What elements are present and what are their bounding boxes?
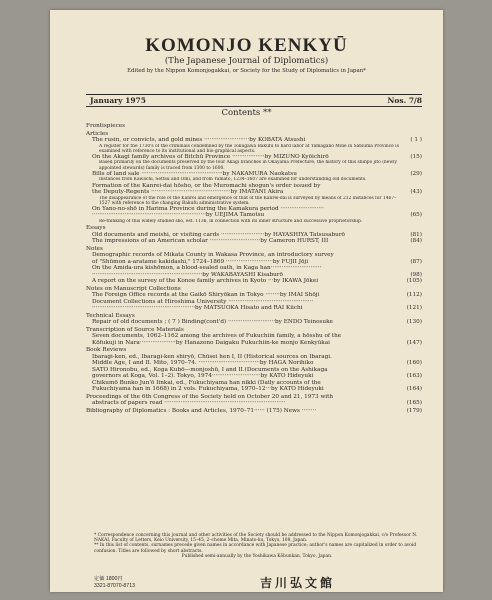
table-of-contents [86, 122, 422, 414]
toc-page-number: (29) [410, 170, 422, 177]
toc-entry [86, 400, 422, 407]
contents-title: Contents ** [221, 108, 272, 118]
toc-text: On Yano-no-shō in Harima Province during the Kamakura period ························ [92, 205, 324, 212]
toc-text: Seven documents, 1062–1162 among the archives of Fukuchiin family, a hōsshu of the [92, 333, 342, 340]
toc-text: On the Amida-ura kishōmon, a blood-sealed oath, in Kaga han···························· [92, 265, 322, 272]
toc-text: A report on the survey of the Konoe family archives in Kyoto ···by IKAWA Jōkei [92, 278, 319, 285]
toc-entry [86, 305, 422, 312]
toc-text: Proceedings of the 6th Congress of the Society held on October 20 and 21, 1973 with [86, 393, 334, 400]
toc-text: Essays [86, 225, 106, 232]
toc-text: Based primarily on the documents preserved by the four Akagi branches in Okayama Prefecture, the history of this shinpo jitō (newly appointed stewards) family is traced from 1300 to 1600. [99, 160, 398, 171]
toc-page-number: (130) [406, 319, 422, 326]
toc-text: the Deputy-Regents ············································by IMATANI Akira [92, 189, 284, 196]
toc-text: On the Akagi family archives of Bitchū Province ··················by MIZUNO Kyōichirō [92, 153, 329, 160]
toc-text: ·······························································by UEJIMA Tamotsu [92, 212, 265, 219]
toc-text: The impressions of an American scholar ····························by Cameron HURST, III [92, 238, 329, 245]
toc-text: Notes [86, 245, 103, 252]
toc-text: Formation of the Kanrei-dai hōsho, or the Muromachi shogun's order issued by [92, 182, 321, 189]
top-rule [86, 94, 422, 95]
masthead [50, 36, 443, 75]
toc-page-number: (121) [406, 305, 422, 312]
toc-page-number: (84) [410, 238, 422, 245]
toc-text: Instances from Kawachi, Settsu and Ōmi, and from Yamato, 1234–1607 are examined for understanding old documents. [99, 177, 367, 183]
toc-text: governors at Koga, Vol. 1–2). Tokyo, 1974···························by KATŌ Hideyuki [92, 373, 314, 380]
toc-text: A register for the 1730's of the criminals condemned by the Tokugawa Bakufu to hard labor at Yamagano Mine in Satsuma Province is examined with reference to its institutional and bio-graphical aspects. [99, 143, 399, 154]
toc-text: ·····························································by WAKABAYASHI Kisaburō [92, 271, 283, 278]
toc-page-number: (15) [410, 153, 422, 160]
toc-text: Re-thinking of this widely studied shō, est. 1136, in connection with its inner structure and successive proprietorship. [99, 218, 363, 224]
toc-entry [86, 238, 422, 245]
issue-date: January 1975 [90, 96, 146, 105]
toc-text: Document Collections at Hiroshima University ··············································· [92, 298, 314, 305]
toc-text: The Foreign Office records at the Gaikō Shiryōkan in Tokyo ········by IMAI Shōji [92, 292, 320, 299]
toc-page-number: (147) [406, 339, 422, 346]
toc-text: The rusin, or convicts, and gold mines ·························by KOBATA Atsushi [92, 137, 306, 143]
toc-text: Middle Age, I and II. Mito, 1970–74. ··································by HAGA Norihiko [92, 360, 314, 367]
toc-text: ·························································by MATSUOKA Hisato and RAI Kiichi [92, 305, 303, 312]
toc-text: The disappearance of the role of the Kanrei and emergence of that of the Kanrei-dai is surveyed by means of 212 instances for 1467–1527 with reference to the changing Bakufu administrative system. [99, 195, 397, 206]
toc-text: Frontispieces [86, 123, 126, 129]
toc-text: Kōfukuji in Nara····················by Hanazono Daigaku Fukuchiin-ke monjo Kenkyūkai [92, 339, 330, 346]
toc-abstract [86, 144, 422, 154]
price: 定価 1800円 [94, 576, 123, 582]
toc-page-number: (43) [410, 189, 422, 196]
toc-text: Old documents and meishi, or visiting cards ························by HAYASHIYA Tatsusaburō [92, 231, 345, 238]
toc-page-number: ( 1 ) [410, 137, 422, 143]
catalog-code: 3321-87070-8713 [94, 583, 135, 589]
toc-text: SATŌ Hironobu, ed., Koga Kubō—monjoshū, I and II.(Documents on the Ashikaga [92, 366, 328, 373]
toc-text: Demographic records of Mikata County in Wakasa Province, an introductory survey [92, 252, 334, 259]
toc-page-number: (163) [406, 373, 422, 380]
toc-text: Fukuchiyama han in 1668) in 2 vols. Fukuchiyama, 1970–12···by KATŌ Hideyuki [92, 386, 324, 393]
publisher-name: 吉川弘文館 [260, 576, 336, 590]
toc-page-number: (179) [406, 407, 422, 414]
toc-abstract [86, 219, 422, 224]
issue-number: Nos. 7/8 [387, 96, 422, 105]
journal-cover [50, 10, 443, 592]
journal-title: KOMONJO KENKYŪ [145, 35, 348, 56]
toc-entry [86, 340, 422, 347]
toc-page-number: (165) [406, 400, 422, 407]
toc-page-number: (164) [406, 386, 422, 393]
toc-text: Technical Essays [86, 312, 135, 319]
footnote: * Correspondence concerning this journal and other activities of the Society should be addressed to the Nippon Komonjogakkai, c/o Professor N. NAKAI, Faculty of Letters, Keio University, 15–45, 2–chome Mita, Minato-ku, Tokyo, 108, Japan. [94, 533, 418, 544]
toc-page-number: (105) [406, 278, 422, 285]
toc-text: Articles [86, 130, 109, 137]
toc-entry [86, 278, 422, 285]
price-block [94, 576, 135, 590]
toc-entry [86, 386, 422, 393]
toc-page-number: (160) [406, 360, 422, 367]
toc-text: Bibliography of Diplomatics : Books and Articles, 1970–71······ (175) News ········ [86, 407, 317, 414]
toc-text: Bills of land sale ·············································by NAKAMURA Naokatsu [92, 170, 297, 177]
toc-abstract [86, 160, 422, 170]
toc-section-heading [86, 408, 422, 415]
toc-section-heading [86, 123, 422, 130]
toc-text: Ibaragi-ken, ed., Ibaragi-ken shiryō, Chūsei hen I, II (Historical sources on Ibaragi. [92, 353, 332, 360]
toc-text: abstracts of papers read ··································································· [92, 400, 286, 407]
toc-text: Repair of old documents ; ( 7 ) Binding(cont'd) ··························by ENDŌ Teinosuke [92, 319, 333, 326]
footnote: ** In this list of contents, surnames precede given names in accordance with Japanese practice; author's names are capitalized in order to avoid confusion. Titles are followed by short abstracts. [94, 543, 417, 554]
journal-subtitle: (The Japanese Journal of Diplomatics) [164, 56, 329, 66]
toc-text: Transcription of Source Materials [86, 326, 184, 333]
toc-text: Chikumō Bunko Jun'ō Iinkai, ed., Fukuchiyama han nikki (Daily accounts of the [92, 379, 321, 386]
toc-page-number: (98) [410, 271, 422, 278]
issue-rule [86, 106, 422, 107]
toc-text: Book Reviews [86, 347, 127, 354]
editor-line: Edited by the Nippon Komonjogakkai, or Society for the Study of Diplomatics in Japan* [127, 68, 366, 74]
toc-page-number: (65) [410, 212, 422, 219]
toc-page-number: (87) [410, 258, 422, 265]
issue-line [90, 96, 422, 105]
toc-text: of "Shūmon a-aratame kakidashi," 1724–1869 ··························by FUJII Jōji [92, 258, 309, 265]
toc-text: Notes on Manuscript Collections [86, 285, 181, 292]
toc-abstract [86, 196, 422, 206]
toc-page-number: (81) [410, 231, 422, 238]
toc-entry [86, 319, 422, 326]
toc-page-number: (112) [406, 292, 422, 299]
footnote: Published semi-annually by the Yoshikawa Kōbunkan, Tokyo, Japan. [181, 553, 333, 559]
footnotes [94, 533, 420, 559]
